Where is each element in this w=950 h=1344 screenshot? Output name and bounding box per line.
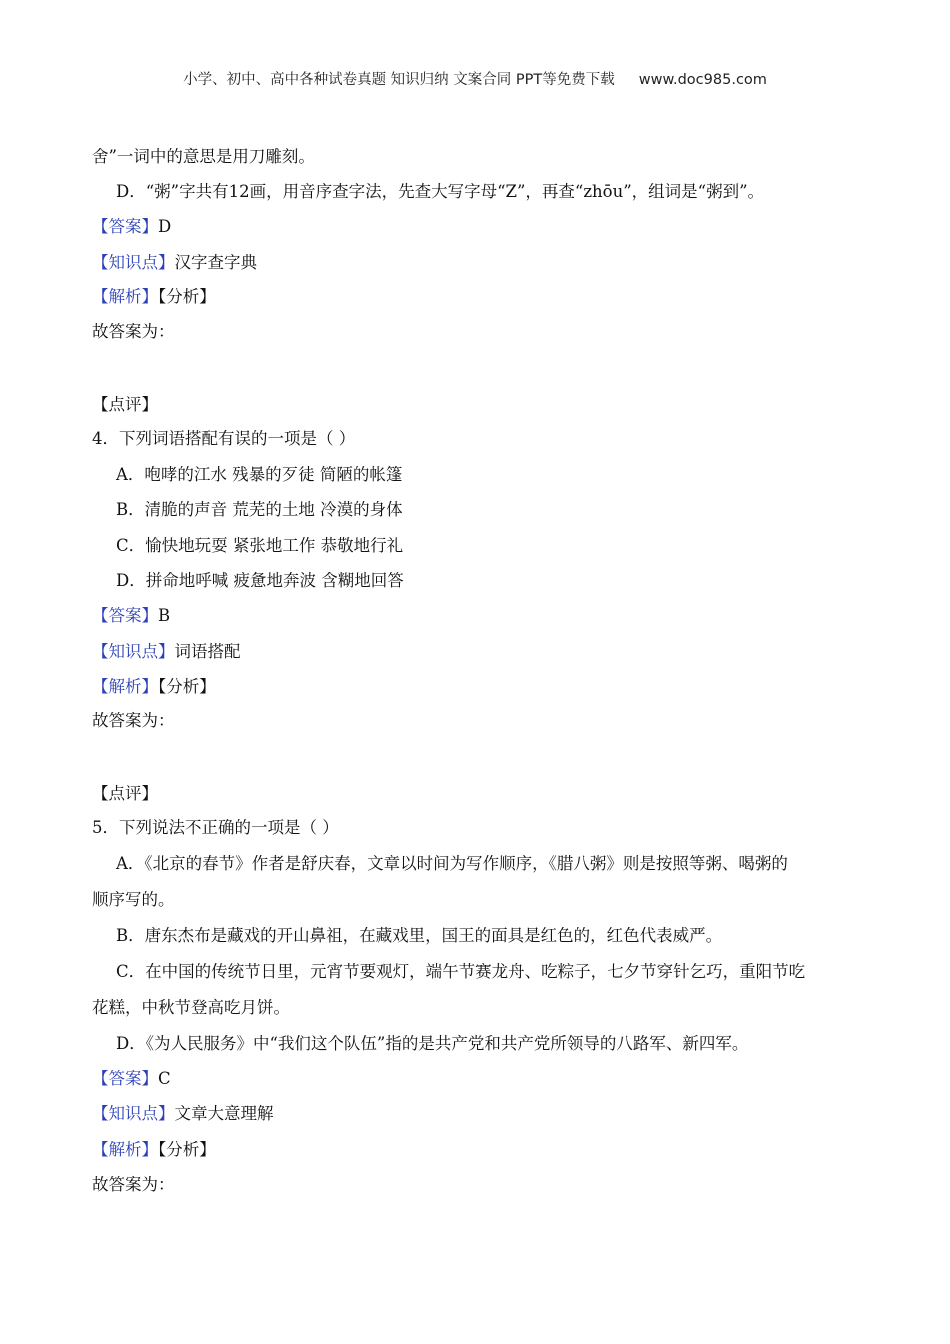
q4-knowledge bbox=[92, 641, 241, 663]
header-text: 小学、初中、高中各种试卷真题 知识归纳 文案合同 PPT等免费下载 bbox=[183, 72, 615, 88]
q3-knowledge bbox=[92, 252, 257, 274]
fenxi-label: 【分析】 bbox=[158, 677, 216, 696]
q3-answer bbox=[92, 216, 171, 238]
q5-conclusion: 故答案为： bbox=[92, 1175, 175, 1194]
q5-option-b: B．唐东杰布是藏戏的开山鼻祖，在藏戏里，国王的面具是红色的，红色代表威严。 bbox=[116, 926, 723, 945]
q4-conclusion: 故答案为： bbox=[92, 711, 175, 730]
q4-option-a: A．咆哮的江水 残暴的歹徒 简陋的帐篷 bbox=[116, 465, 403, 484]
answer-label: 【答案】 bbox=[92, 217, 158, 236]
knowledge-label: 【知识点】 bbox=[92, 1104, 175, 1123]
q5-option-d: D．《为人民服务》中“我们这个队伍”指的是共产党和共产党所领导的八路军、新四军。 bbox=[116, 1034, 749, 1053]
q5-stem: 5．下列说法不正确的一项是（ ） bbox=[92, 818, 339, 837]
answer-value: B bbox=[158, 606, 171, 625]
q4-review: 【点评】 bbox=[92, 784, 158, 803]
q5-answer bbox=[92, 1068, 171, 1090]
q5-knowledge bbox=[92, 1103, 274, 1125]
q4-stem: 4．下列词语搭配有误的一项是（ ） bbox=[92, 429, 356, 448]
knowledge-value: 词语搭配 bbox=[174, 642, 241, 661]
analysis-label: 【解析】 bbox=[92, 1140, 158, 1159]
knowledge-label: 【知识点】 bbox=[92, 642, 175, 661]
answer-label: 【答案】 bbox=[92, 1069, 158, 1088]
q3-option-c-continuation: 舍”一词中的意思是用刀雕刻。 bbox=[92, 147, 315, 166]
analysis-label: 【解析】 bbox=[92, 287, 158, 306]
q3-review: 【点评】 bbox=[92, 395, 158, 414]
fenxi-label: 【分析】 bbox=[158, 287, 216, 306]
q5-analysis bbox=[92, 1139, 216, 1161]
q3-option-d: D．“粥”字共有12画，用音序查字法，先查大写字母“Z”，再查“zhōu”，组词是“粥到”。 bbox=[116, 182, 765, 201]
knowledge-value: 文章大意理解 bbox=[174, 1104, 274, 1123]
q3-analysis bbox=[92, 286, 216, 308]
header-site: www.doc985.com bbox=[638, 72, 767, 88]
answer-label: 【答案】 bbox=[92, 606, 158, 625]
q3-conclusion: 故答案为： bbox=[92, 322, 175, 341]
q4-option-d: D．拼命地呼喊 疲惫地奔波 含糊地回答 bbox=[116, 571, 404, 590]
q5-option-c: C．在中国的传统节日里，元宵节要观灯，端午节赛龙舟、吃粽子，七夕节穿针乞巧，重阳节吃 bbox=[116, 962, 806, 981]
knowledge-label: 【知识点】 bbox=[92, 253, 175, 272]
q4-analysis bbox=[92, 676, 216, 698]
page-header bbox=[0, 68, 950, 89]
analysis-label: 【解析】 bbox=[92, 677, 158, 696]
q4-option-b: B．清脆的声音 荒芜的土地 冷漠的身体 bbox=[116, 500, 403, 519]
answer-value: D bbox=[158, 217, 172, 236]
q4-option-c: C．愉快地玩耍 紧张地工作 恭敬地行礼 bbox=[116, 536, 404, 555]
answer-value: C bbox=[158, 1069, 171, 1088]
q5-option-a-continuation: 顺序写的。 bbox=[92, 890, 175, 909]
q4-answer bbox=[92, 605, 170, 627]
q5-option-a: A．《北京的春节》作者是舒庆春，文章以时间为写作顺序，《腊八粥》则是按照等粥、喝粥的 bbox=[116, 854, 788, 873]
fenxi-label: 【分析】 bbox=[158, 1140, 216, 1159]
knowledge-value: 汉字查字典 bbox=[174, 253, 257, 272]
q5-option-c-continuation: 花糕，中秋节登高吃月饼。 bbox=[92, 998, 290, 1017]
